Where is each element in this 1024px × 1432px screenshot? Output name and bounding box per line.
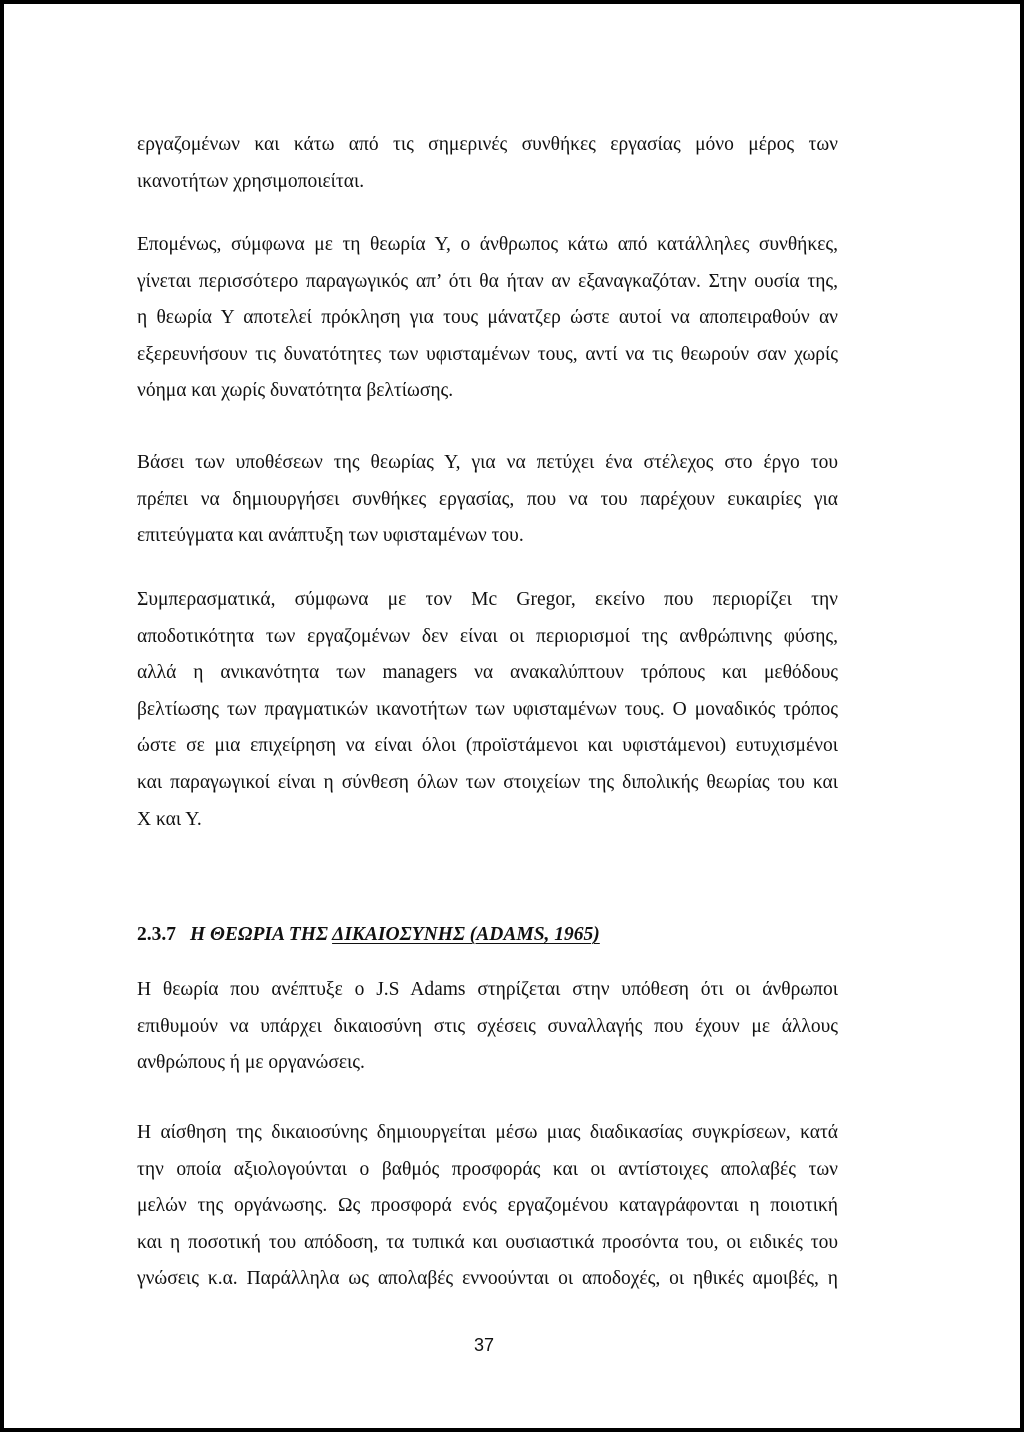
paragraph bbox=[137, 445, 838, 555]
text-line: Η θεωρία που ανέπτυξε ο J.S Adams στηρίζεται στην υπόθεση ότι οι άνθρωποι bbox=[137, 979, 838, 1000]
paragraph bbox=[137, 972, 838, 1082]
paragraph bbox=[137, 227, 838, 410]
section-heading bbox=[137, 917, 838, 954]
text-line: γίνεται περισσότερο παραγωγικός απ’ ότι θα ήταν αν εξαναγκαζόταν. Στην ουσία της, bbox=[137, 270, 838, 292]
section-number: 2.3.7 bbox=[137, 924, 176, 945]
text-line: αποδοτικότητα των εργαζομένων δεν είναι οι περιορισμοί της ανθρώπινης φύσης, bbox=[137, 625, 838, 647]
text-line: ανθρώπους ή με οργανώσεις. bbox=[137, 1052, 365, 1074]
paragraph bbox=[137, 1115, 838, 1298]
text-line: Η αίσθηση της δικαιοσύνης δημιουργείται μέσω μιας διαδικασίας συγκρίσεων, κατά bbox=[137, 1122, 838, 1143]
text-line: και η ποσοτική του απόδοση, τα τυπικά και ουσιαστικά προσόντα του, οι ειδικές του bbox=[137, 1231, 838, 1253]
text-line: Χ και Υ. bbox=[137, 808, 202, 830]
text-line: πρέπει να δημιουργήσει συνθήκες εργασίας, που να του παρέχουν ευκαιρίες για bbox=[137, 488, 838, 510]
text-line: και παραγωγικοί είναι η σύνθεση όλων των στοιχείων της διπολικής θεωρίας του και bbox=[137, 771, 838, 793]
text-line: εργαζομένων και κάτω από τις σημερινές συνθήκες εργασίας μόνο μέρος των bbox=[137, 134, 838, 155]
text-line: βελτίωσης των πραγματικών ικανοτήτων των υφισταμένων τους. Ο μοναδικός τρόπος bbox=[137, 698, 838, 720]
text-line: Βάσει των υποθέσεων της θεωρίας Υ, για να πετύχει ένα στέλεχος στο έργο του bbox=[137, 452, 838, 473]
text-line: ικανοτήτων χρησιμοποιείται. bbox=[137, 170, 365, 192]
text-line: γνώσεις κ.α. Παράλληλα ως απολαβές εννοούνται οι αποδοχές, οι ηθικές αμοιβές, η bbox=[137, 1268, 838, 1290]
paragraph bbox=[137, 127, 838, 200]
text-line: η θεωρία Υ αποτελεί πρόκληση για τους μάνατζερ ώστε αυτοί να αποπειραθούν αν bbox=[137, 307, 838, 329]
text-line: Επομένως, σύμφωνα με τη θεωρία Υ, ο άνθρωπος κάτω από κατάλληλες συνθήκες, bbox=[137, 234, 838, 255]
text-line: επιτεύγματα και ανάπτυξη των υφισταμένων του. bbox=[137, 525, 524, 547]
document-page bbox=[4, 4, 1020, 1428]
text-line: νόημα και χωρίς δυνατότητα βελτίωσης. bbox=[137, 380, 454, 402]
text-line: Συμπερασματικά, σύμφωνα με τον Mc Gregor, εκείνο που περιορίζει την bbox=[137, 589, 838, 610]
paragraph bbox=[137, 582, 838, 838]
text-line: ώστε σε μια επιχείρηση να είναι όλοι (προϊστάμενοι και υφιστάμενοι) ευτυχισμένοι bbox=[137, 735, 838, 757]
section-title-underlined: ΔΙΚΑΙΟΣΥΝΗΣ (ADAMS, 1965) bbox=[332, 924, 600, 945]
section-title: Η ΘΕΩΡΙΑ ΤΗΣ bbox=[190, 924, 333, 945]
text-line: αλλά η ανικανότητα των managers να ανακαλύπτουν τρόπους και μεθόδους bbox=[137, 662, 838, 684]
text-line: την οποία αξιολογούνται ο βαθμός προσφοράς και οι αντίστοιχες απολαβές των bbox=[137, 1158, 838, 1180]
page-number: 37 bbox=[473, 1335, 495, 1355]
text-line: μελών της οργάνωσης. Ως προσφορά ενός εργαζομένου καταγράφονται η ποιοτική bbox=[137, 1195, 838, 1217]
text-line: εξερευνήσουν τις δυνατότητες των υφισταμένων τους, αντί να τις θεωρούν σαν χωρίς bbox=[137, 343, 838, 365]
text-line: επιθυμούν να υπάρχει δικαιοσύνη στις σχέσεις συναλλαγής που έχουν με άλλους bbox=[137, 1015, 838, 1037]
